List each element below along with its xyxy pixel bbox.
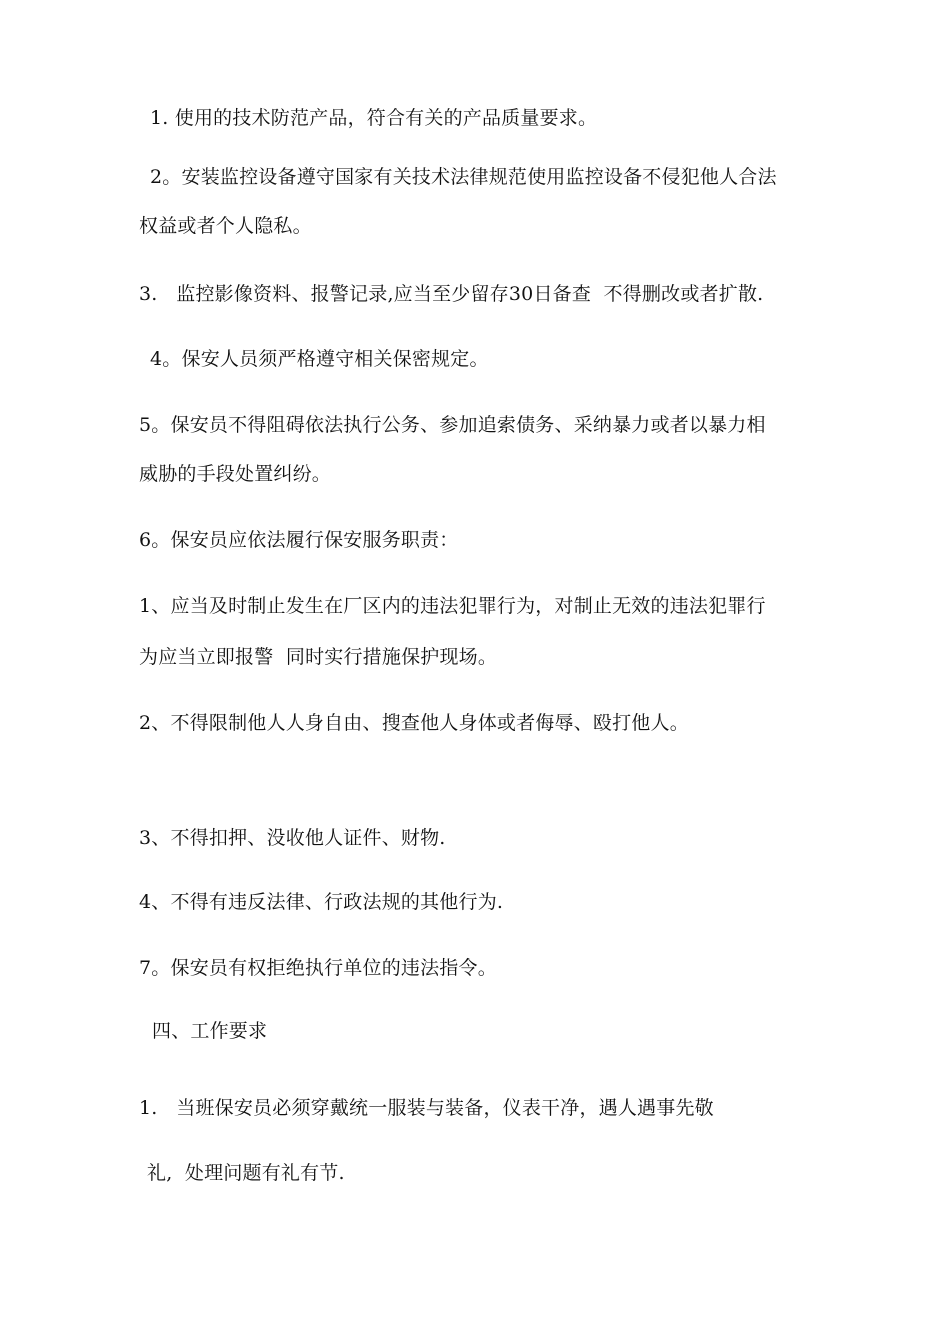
item-5-no-obstruction: 5。保安员不得阻碍依法执行公务、参加追索债务、采纳暴力或者以暴力相 (139, 414, 766, 436)
item-3-video-records: 3. 监控影像资料、报警记录,应当至少留存30日备查 不得删改或者扩散. (139, 283, 764, 305)
item-5-continuation: 威胁的手段处置纠纷。 (139, 463, 332, 485)
duty-2-no-restriction: 2、不得限制他人人身自由、搜查他人身体或者侮辱、殴打他人。 (139, 712, 689, 734)
requirement-1-continuation: 礼, 处理问题有礼有节. (147, 1162, 345, 1184)
duty-1-continuation: 为应当立即报警 同时实行措施保护现场。 (139, 646, 498, 668)
item-6-duties: 6。保安员应依法履行保安服务职责： (139, 529, 459, 551)
item-2-continuation: 权益或者个人隐私。 (139, 215, 312, 237)
duty-4-no-violations: 4、不得有违反法律、行政法规的其他行为. (139, 891, 504, 913)
section-heading-work-requirements: 四、工作要求 (152, 1020, 268, 1042)
item-1-tech-products: 1. 使用的技术防范产品，符合有关的产品质量要求。 (150, 107, 598, 129)
item-4-confidentiality: 4。保安人员须严格遵守相关保密规定。 (150, 348, 489, 370)
item-7-refuse-illegal-orders: 7。保安员有权拒绝执行单位的违法指令。 (139, 957, 497, 979)
duty-1-stop-crimes: 1、应当及时制止发生在厂区内的违法犯罪行为，对制止无效的违法犯罪行 (139, 595, 766, 617)
item-2-monitoring-equipment: 2。安装监控设备遵守国家有关技术法律规范使用监控设备不侵犯他人合法 (150, 166, 777, 188)
requirement-1-uniform: 1. 当班保安员必须穿戴统一服装与装备，仪表干净，遇人遇事先敬 (139, 1097, 714, 1119)
duty-3-no-seizure: 3、不得扣押、没收他人证件、财物. (139, 827, 446, 849)
